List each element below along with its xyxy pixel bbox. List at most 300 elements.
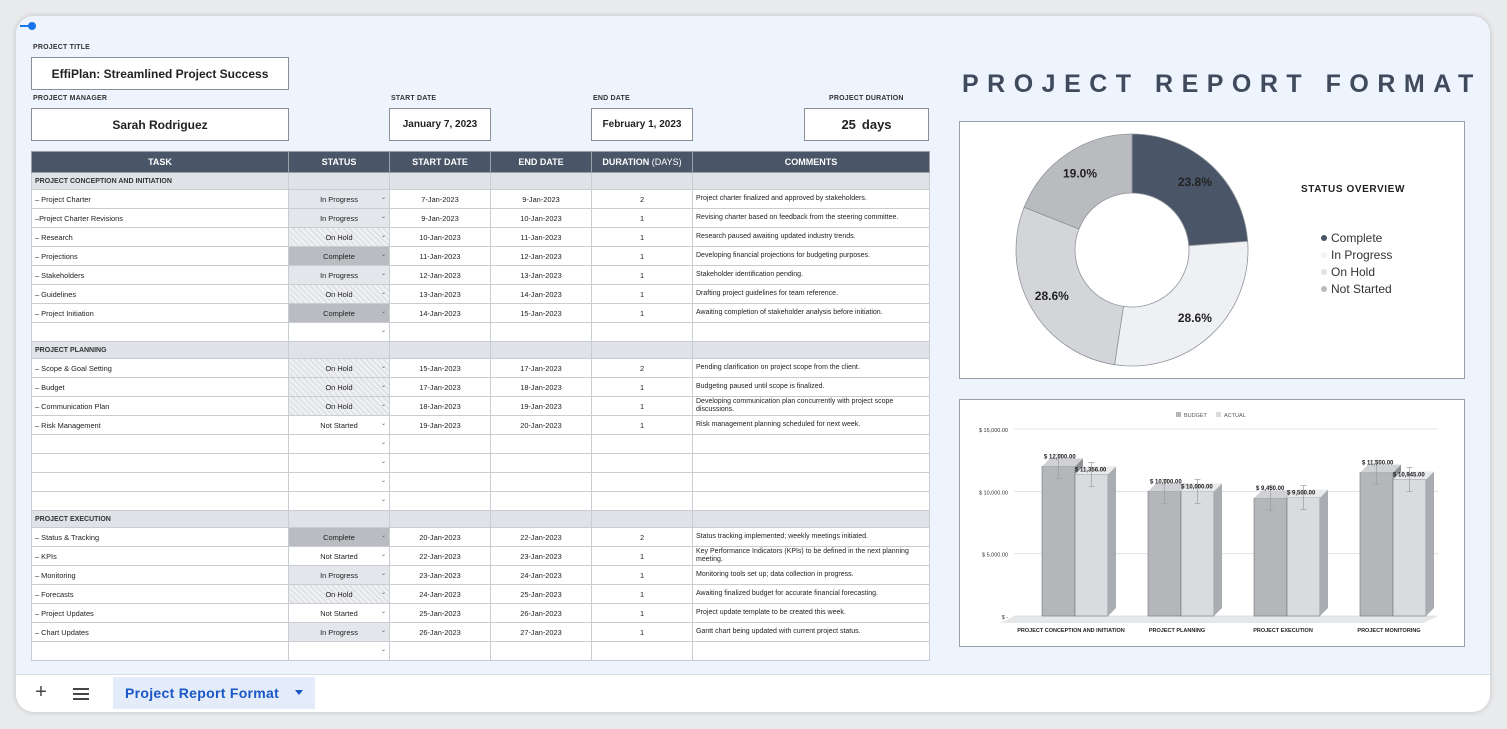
task-cell[interactable]: – KPIs [32, 547, 289, 566]
comment-cell[interactable]: Revising charter based on feedback from the steering committee. [693, 209, 930, 228]
dropdown-arrow-icon[interactable]: ⌄ [380, 647, 386, 653]
status-value: On Hold [325, 363, 353, 373]
section-cell[interactable] [390, 342, 491, 359]
x-tick-label: PROJECT CONCEPTION AND INITIATION [1017, 628, 1125, 634]
section-cell[interactable] [693, 173, 930, 190]
start-date-cell[interactable] [390, 323, 491, 342]
empty-row [32, 323, 930, 342]
sheet-tab-bar [16, 674, 1490, 712]
end-date-cell[interactable] [491, 642, 592, 661]
start-date-cell[interactable]: 18-Jan-2023 [390, 397, 491, 416]
all-sheets-menu-icon[interactable] [73, 688, 89, 700]
section-cell[interactable] [491, 173, 592, 190]
status-cell[interactable] [289, 397, 390, 416]
y-tick-label: $ - [1001, 615, 1008, 621]
table-row [32, 416, 930, 435]
table-row [32, 566, 930, 585]
bar-budget [1042, 466, 1075, 616]
section-cell[interactable] [390, 173, 491, 190]
empty-row [32, 435, 930, 454]
bar-data-label: $ 12,000.00 [1044, 454, 1076, 461]
status-cell[interactable] [289, 359, 390, 378]
start-date-cell[interactable]: 19-Jan-2023 [390, 416, 491, 435]
bar-data-label: $ 10,945.00 [1393, 472, 1425, 479]
start-date-field[interactable]: January 7, 2023 [389, 108, 491, 141]
x-tick-label: PROJECT EXECUTION [1253, 628, 1313, 634]
duration-cell[interactable] [592, 473, 693, 492]
pie-label: 23.8% [1177, 175, 1212, 190]
duration-cell[interactable] [592, 435, 693, 454]
col-start-date[interactable]: START DATE [390, 152, 491, 173]
start-date-cell[interactable]: 23-Jan-2023 [390, 566, 491, 585]
task-cell[interactable]: – Project Initiation [32, 304, 289, 323]
bar-side [1426, 472, 1434, 616]
pie-title: STATUS OVERVIEW [1300, 184, 1406, 195]
task-cell[interactable]: – Status & Tracking [32, 528, 289, 547]
end-date-cell[interactable]: 24-Jan-2023 [491, 566, 592, 585]
dropdown-arrow-icon[interactable]: ⌄ [380, 233, 386, 239]
section-cell[interactable] [289, 173, 390, 190]
dropdown-arrow-icon[interactable]: ⌄ [380, 609, 386, 615]
bar-data-label: $ 9,500.00 [1287, 490, 1316, 497]
table-row [32, 247, 930, 266]
dropdown-arrow-icon[interactable]: ⌄ [380, 628, 386, 634]
status-cell[interactable] [289, 247, 390, 266]
status-value: On Hold [325, 589, 353, 599]
table-row [32, 285, 930, 304]
status-value: On Hold [325, 382, 353, 392]
legend-label: Complete [1331, 231, 1383, 245]
status-value: Not Started [320, 608, 358, 618]
dropdown-arrow-icon[interactable]: ⌄ [380, 252, 386, 258]
table-row [32, 585, 930, 604]
cell-anchor-handle[interactable] [28, 22, 36, 30]
bar-side [1214, 483, 1222, 616]
duration-unit: days [861, 117, 892, 132]
end-date-cell[interactable]: 9-Jan-2023 [491, 190, 592, 209]
dropdown-arrow-icon[interactable]: ⌄ [380, 552, 386, 558]
table-row [32, 304, 930, 323]
status-value: Complete [323, 308, 355, 318]
end-date-cell[interactable]: 22-Jan-2023 [491, 528, 592, 547]
status-cell[interactable] [289, 566, 390, 585]
dropdown-arrow-icon[interactable]: ⌄ [380, 440, 386, 446]
pie-label: 28.6% [1177, 310, 1212, 325]
legend-label: Not Started [1331, 282, 1392, 296]
section-title: PROJECT EXECUTION [32, 511, 289, 528]
end-date-cell[interactable]: 19-Jan-2023 [491, 397, 592, 416]
task-cell[interactable]: – Chart Updates [32, 623, 289, 642]
task-cell[interactable]: – Communication Plan [32, 397, 289, 416]
sheet-tab-project-report-format[interactable] [113, 677, 315, 709]
project-title-field[interactable]: EffiPlan: Streamlined Project Success [31, 57, 289, 90]
duration-cell[interactable] [592, 492, 693, 511]
end-date-cell[interactable]: 12-Jan-2023 [491, 247, 592, 266]
table-row [32, 397, 930, 416]
comment-cell[interactable]: Awaiting completion of stakeholder analysis before initiation. [693, 304, 930, 323]
dropdown-arrow-icon[interactable]: ⌄ [380, 459, 386, 465]
table-row [32, 190, 930, 209]
duration-cell[interactable]: 1 [592, 547, 693, 566]
status-value: In Progress [320, 570, 358, 580]
task-cell[interactable]: –Project Charter Revisions [32, 209, 289, 228]
comment-cell[interactable]: Monitoring tools set up; data collection in progress. [693, 566, 930, 585]
end-date-cell[interactable] [491, 492, 592, 511]
end-date-cell[interactable] [491, 323, 592, 342]
legend-marker [1321, 269, 1327, 275]
task-cell[interactable]: – Forecasts [32, 585, 289, 604]
end-date-field[interactable]: February 1, 2023 [591, 108, 693, 141]
status-value: In Progress [320, 194, 358, 204]
bar-data-label: $ 10,000.00 [1181, 484, 1213, 491]
status-cell[interactable] [289, 266, 390, 285]
task-cell[interactable]: – Project Charter [32, 190, 289, 209]
pie-chart-svg [960, 122, 1464, 378]
project-manager-field[interactable]: Sarah Rodriguez [31, 108, 289, 141]
legend-label: BUDGET [1184, 413, 1207, 419]
task-cell[interactable]: – Stakeholders [32, 266, 289, 285]
status-cell[interactable] [289, 473, 390, 492]
end-date-cell[interactable]: 13-Jan-2023 [491, 266, 592, 285]
status-cell[interactable] [289, 209, 390, 228]
bar-data-label: $ 9,450.00 [1256, 486, 1285, 493]
section-row [32, 511, 930, 528]
comment-cell[interactable]: Stakeholder identification pending. [693, 266, 930, 285]
comment-cell[interactable]: Developing financial projections for budgeting purposes. [693, 247, 930, 266]
task-cell[interactable]: – Guidelines [32, 285, 289, 304]
task-table [31, 151, 930, 661]
end-date-cell[interactable]: 25-Jan-2023 [491, 585, 592, 604]
status-cell[interactable] [289, 547, 390, 566]
status-cell[interactable] [289, 285, 390, 304]
col-duration-label: DURATION [602, 157, 650, 167]
task-cell[interactable]: – Budget [32, 378, 289, 397]
task-cell[interactable]: – Projections [32, 247, 289, 266]
comment-cell[interactable] [693, 473, 930, 492]
start-date-cell[interactable]: 12-Jan-2023 [390, 266, 491, 285]
comment-cell[interactable]: Gantt chart being updated with current project status. [693, 623, 930, 642]
start-date-cell[interactable]: 20-Jan-2023 [390, 528, 491, 547]
dropdown-arrow-icon[interactable]: ⌄ [380, 383, 386, 389]
duration-cell[interactable]: 2 [592, 359, 693, 378]
status-cell[interactable] [289, 642, 390, 661]
table-row [32, 547, 930, 566]
task-cell[interactable] [32, 454, 289, 473]
dropdown-arrow-icon[interactable]: ⌄ [380, 590, 386, 596]
task-cell[interactable]: – Research [32, 228, 289, 247]
dropdown-arrow-icon[interactable]: ⌄ [380, 195, 386, 201]
start-date-cell[interactable]: 9-Jan-2023 [390, 209, 491, 228]
dropdown-arrow-icon[interactable]: ⌄ [380, 309, 386, 315]
comment-cell[interactable]: Project charter finalized and approved by stakeholders. [693, 190, 930, 209]
legend-label: ACTUAL [1224, 413, 1246, 419]
status-cell[interactable] [289, 492, 390, 511]
section-cell[interactable] [491, 342, 592, 359]
duration-cell[interactable]: 1 [592, 566, 693, 585]
pie-label: 19.0% [1062, 166, 1098, 181]
section-cell[interactable] [289, 511, 390, 528]
comment-cell[interactable]: Budgeting paused until scope is finalized. [693, 378, 930, 397]
table-row [32, 359, 930, 378]
chevron-down-icon[interactable] [295, 690, 303, 695]
end-date-cell[interactable]: 27-Jan-2023 [491, 623, 592, 642]
duration-cell[interactable]: 1 [592, 585, 693, 604]
bar-side [1320, 490, 1328, 616]
start-date-cell[interactable]: 17-Jan-2023 [390, 378, 491, 397]
start-date-cell[interactable] [390, 435, 491, 454]
dropdown-arrow-icon[interactable]: ⌄ [380, 421, 386, 427]
status-pie-chart[interactable] [959, 121, 1465, 379]
y-tick-label: $ 5,000.00 [982, 552, 1008, 559]
duration-cell[interactable]: 1 [592, 378, 693, 397]
col-duration-unit: (DAYS) [651, 157, 682, 167]
start-date-cell[interactable] [390, 454, 491, 473]
y-tick-label: $ 10,000.00 [978, 490, 1008, 497]
task-table-body [32, 173, 930, 661]
empty-row [32, 642, 930, 661]
legend-swatch [1176, 412, 1181, 417]
status-cell[interactable] [289, 435, 390, 454]
end-date-cell[interactable] [491, 473, 592, 492]
start-date-cell[interactable]: 10-Jan-2023 [390, 228, 491, 247]
duration-cell[interactable] [592, 642, 693, 661]
section-cell[interactable] [693, 511, 930, 528]
pie-slice-complete[interactable] [1132, 134, 1248, 246]
task-cell[interactable] [32, 435, 289, 454]
comment-cell[interactable]: Drafting project guidelines for team reference. [693, 285, 930, 304]
start-date-cell[interactable]: 14-Jan-2023 [390, 304, 491, 323]
end-date-cell[interactable]: 23-Jan-2023 [491, 547, 592, 566]
status-value: In Progress [320, 627, 358, 637]
end-date-cell[interactable]: 17-Jan-2023 [491, 359, 592, 378]
status-cell[interactable] [289, 585, 390, 604]
duration-cell[interactable]: 2 [592, 190, 693, 209]
section-cell[interactable] [693, 342, 930, 359]
bar-data-label: $ 10,000.00 [1150, 479, 1182, 486]
bar-actual [1181, 491, 1214, 616]
status-cell[interactable] [289, 190, 390, 209]
status-cell[interactable] [289, 604, 390, 623]
comment-cell[interactable]: Awaiting finalized budget for accurate financial forecasting. [693, 585, 930, 604]
duration-value: 25 [841, 117, 856, 132]
start-date-cell[interactable]: 26-Jan-2023 [390, 623, 491, 642]
dropdown-arrow-icon[interactable]: ⌄ [380, 271, 386, 277]
end-date-cell[interactable]: 18-Jan-2023 [491, 378, 592, 397]
comment-cell[interactable] [693, 492, 930, 511]
table-row [32, 623, 930, 642]
duration-cell[interactable] [592, 454, 693, 473]
section-cell[interactable] [390, 511, 491, 528]
dropdown-arrow-icon[interactable]: ⌄ [380, 478, 386, 484]
status-value: In Progress [320, 213, 358, 223]
legend-swatch [1216, 412, 1221, 417]
section-row [32, 173, 930, 190]
report-title: PROJECT REPORT FORMAT [962, 70, 1482, 98]
duration-cell[interactable]: 1 [592, 209, 693, 228]
comment-cell[interactable]: Project update template to be created this week. [693, 604, 930, 623]
section-cell[interactable] [592, 342, 693, 359]
task-cell[interactable]: – Scope & Goal Setting [32, 359, 289, 378]
table-row [32, 266, 930, 285]
task-cell[interactable] [32, 473, 289, 492]
dropdown-arrow-icon[interactable]: ⌄ [380, 364, 386, 370]
chart-floor [1000, 616, 1438, 623]
col-end-date[interactable]: END DATE [491, 152, 592, 173]
section-title: PROJECT CONCEPTION AND INITIATION [32, 173, 289, 190]
status-cell[interactable] [289, 623, 390, 642]
add-sheet-button[interactable]: + [35, 681, 47, 703]
comment-cell[interactable]: Risk management planning scheduled for next week. [693, 416, 930, 435]
legend-marker [1321, 252, 1327, 258]
start-date-label: START DATE [391, 95, 437, 102]
pie-label: 28.6% [1034, 289, 1069, 304]
start-date-cell[interactable]: 22-Jan-2023 [390, 547, 491, 566]
start-date-cell[interactable]: 13-Jan-2023 [390, 285, 491, 304]
task-cell[interactable] [32, 323, 289, 342]
bar-budget [1360, 473, 1393, 616]
section-cell[interactable] [289, 342, 390, 359]
project-duration-field[interactable] [804, 108, 929, 141]
x-tick-label: PROJECT MONITORING [1357, 628, 1421, 634]
project-duration-label: PROJECT DURATION [829, 95, 904, 102]
table-row [32, 228, 930, 247]
end-date-cell[interactable]: 15-Jan-2023 [491, 304, 592, 323]
bar-data-label: $ 11,500.00 [1362, 460, 1394, 467]
table-row [32, 209, 930, 228]
bar-budget [1254, 498, 1287, 616]
comment-cell[interactable]: Pending clarification on project scope from the client. [693, 359, 930, 378]
comment-cell[interactable]: Research paused awaiting updated industry trends. [693, 228, 930, 247]
end-date-cell[interactable]: 20-Jan-2023 [491, 416, 592, 435]
legend-label: On Hold [1331, 265, 1376, 279]
duration-cell[interactable]: 1 [592, 304, 693, 323]
comment-cell[interactable] [693, 454, 930, 473]
empty-row [32, 473, 930, 492]
dropdown-arrow-icon[interactable]: ⌄ [380, 497, 386, 503]
status-value: Complete [323, 251, 355, 261]
duration-cell[interactable]: 1 [592, 285, 693, 304]
duration-cell[interactable]: 1 [592, 604, 693, 623]
dropdown-arrow-icon[interactable]: ⌄ [380, 533, 386, 539]
task-cell[interactable]: – Monitoring [32, 566, 289, 585]
duration-cell[interactable]: 1 [592, 228, 693, 247]
col-task[interactable]: TASK [32, 152, 289, 173]
table-row [32, 528, 930, 547]
bar-budget [1148, 491, 1181, 616]
duration-cell[interactable] [592, 323, 693, 342]
bar-actual [1393, 480, 1426, 616]
bar-side [1108, 466, 1116, 616]
dropdown-arrow-icon[interactable]: ⌄ [380, 214, 386, 220]
duration-cell[interactable]: 1 [592, 266, 693, 285]
section-title: PROJECT PLANNING [32, 342, 289, 359]
status-cell[interactable] [289, 323, 390, 342]
duration-cell[interactable]: 2 [592, 528, 693, 547]
bar-chart-svg [960, 400, 1464, 646]
duration-cell[interactable]: 1 [592, 397, 693, 416]
col-comments[interactable]: COMMENTS [693, 152, 930, 173]
dropdown-arrow-icon[interactable]: ⌄ [380, 571, 386, 577]
duration-cell[interactable]: 1 [592, 416, 693, 435]
status-cell[interactable] [289, 378, 390, 397]
duration-cell[interactable]: 1 [592, 623, 693, 642]
end-date-cell[interactable]: 10-Jan-2023 [491, 209, 592, 228]
section-row [32, 342, 930, 359]
comment-cell[interactable]: Key Performance Indicators (KPIs) to be defined in the next planning meeting. [693, 547, 930, 566]
app-frame [16, 16, 1490, 712]
end-date-cell[interactable]: 11-Jan-2023 [491, 228, 592, 247]
task-cell[interactable]: – Project Updates [32, 604, 289, 623]
end-date-cell[interactable] [491, 435, 592, 454]
start-date-cell[interactable]: 25-Jan-2023 [390, 604, 491, 623]
task-cell[interactable] [32, 492, 289, 511]
col-duration[interactable] [592, 152, 693, 173]
comment-cell[interactable] [693, 323, 930, 342]
start-date-cell[interactable]: 7-Jan-2023 [390, 190, 491, 209]
start-date-cell[interactable] [390, 642, 491, 661]
bar-actual [1287, 498, 1320, 616]
dropdown-arrow-icon[interactable]: ⌄ [380, 402, 386, 408]
status-cell[interactable] [289, 304, 390, 323]
dropdown-arrow-icon[interactable]: ⌄ [380, 328, 386, 334]
status-value: On Hold [325, 232, 353, 242]
start-date-cell[interactable] [390, 473, 491, 492]
sheet-tab-label: Project Report Format [125, 685, 280, 701]
empty-row [32, 492, 930, 511]
project-title-label: PROJECT TITLE [33, 44, 91, 51]
bar-data-label: $ 11,356.00 [1075, 467, 1107, 474]
start-date-cell[interactable]: 11-Jan-2023 [390, 247, 491, 266]
empty-row [32, 454, 930, 473]
status-value: In Progress [320, 270, 358, 280]
start-date-cell[interactable]: 15-Jan-2023 [390, 359, 491, 378]
budget-bar-chart[interactable] [959, 399, 1465, 647]
status-value: Complete [323, 532, 355, 542]
bar-actual [1075, 474, 1108, 616]
end-date-cell[interactable]: 26-Jan-2023 [491, 604, 592, 623]
section-cell[interactable] [491, 511, 592, 528]
status-cell[interactable] [289, 528, 390, 547]
spreadsheet-canvas[interactable] [16, 16, 1490, 674]
pie-slice-on-hold[interactable] [1016, 207, 1123, 364]
start-date-cell[interactable] [390, 492, 491, 511]
comment-cell[interactable]: Status tracking implemented; weekly meetings initiated. [693, 528, 930, 547]
start-date-cell[interactable]: 24-Jan-2023 [390, 585, 491, 604]
task-cell[interactable]: – Risk Management [32, 416, 289, 435]
status-cell[interactable] [289, 416, 390, 435]
section-cell[interactable] [592, 173, 693, 190]
dropdown-arrow-icon[interactable]: ⌄ [380, 290, 386, 296]
task-cell[interactable] [32, 642, 289, 661]
comment-cell[interactable] [693, 642, 930, 661]
end-date-cell[interactable]: 14-Jan-2023 [491, 285, 592, 304]
end-date-cell[interactable] [491, 454, 592, 473]
table-header-row [32, 152, 930, 173]
status-value: On Hold [325, 289, 353, 299]
comment-cell[interactable]: Developing communication plan concurrently with project scope discussions. [693, 397, 930, 416]
duration-cell[interactable]: 1 [592, 247, 693, 266]
col-status[interactable]: STATUS [289, 152, 390, 173]
status-value: On Hold [325, 401, 353, 411]
status-cell[interactable] [289, 228, 390, 247]
pie-slice-in-progress[interactable] [1115, 241, 1248, 366]
end-date-label: END DATE [593, 95, 630, 102]
legend-marker [1321, 286, 1327, 292]
comment-cell[interactable] [693, 435, 930, 454]
table-row [32, 378, 930, 397]
section-cell[interactable] [592, 511, 693, 528]
status-cell[interactable] [289, 454, 390, 473]
